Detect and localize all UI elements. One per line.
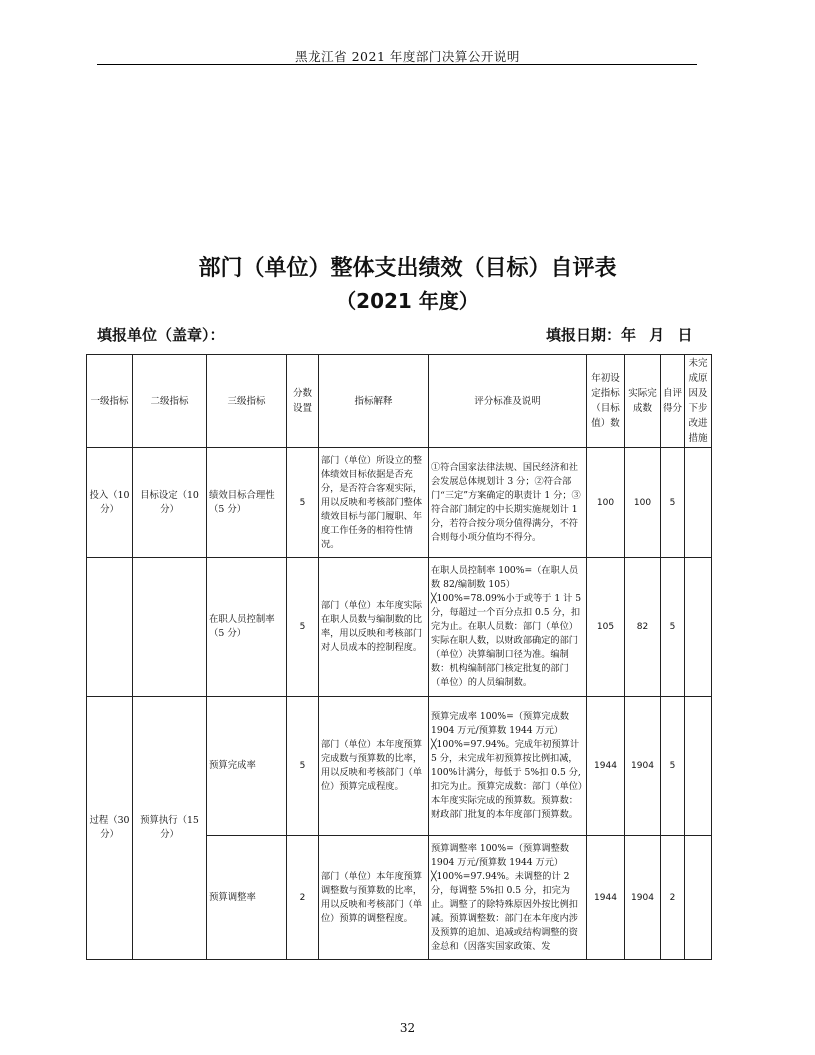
row-score: 5 — [287, 448, 319, 558]
fill-unit-label: 填报单位（盖章）： — [97, 326, 225, 344]
row-actual: 1904 — [625, 836, 661, 960]
row-target: 1944 — [587, 836, 625, 960]
table-row — [87, 697, 712, 836]
row-criteria: 在职人员控制率 100%=（在职人员数 82/编制数 105）╳100%=78.09%小于或等于 1 计 5 分，每超过一个百分点扣 0.5 分，扣完为止。在职人员数：部门（单位）实际在职人数，以财政部确定的部门（单位）决算编制口径为准。编制数：机构编制部门核定批复的部门（单位）的人员编制数。 — [429, 558, 587, 697]
row-score: 2 — [287, 836, 319, 960]
row-self-score: 5 — [661, 697, 685, 836]
group-input: 投入（10 分） — [87, 448, 133, 558]
row-explain: 部门（单位）本年度实际在职人员数与编制数的比率，用以反映和考核部门对人员成本的控制程度。 — [319, 558, 429, 697]
header-explain: 指标解释 — [319, 355, 429, 448]
document-title: 部门（单位）整体支出绩效（目标）自评表 — [198, 256, 617, 281]
row-actual: 100 — [625, 448, 661, 558]
table-row — [87, 448, 712, 558]
group-process: 过程（30 分） — [87, 697, 133, 960]
row-reason — [685, 697, 712, 836]
header-rule — [97, 64, 697, 65]
page-number: 32 — [399, 1021, 416, 1035]
row-criteria: 预算完成率 100%=（预算完成数 1904 万元/预算数 1944 万元）╳100%=97.94%。完成年初预算计 5 分，未完成年初预算按比例扣减，100%计满分，每低于 5%扣 0.5 分,扣完为止。预算完成数：部门（单位）本年度实际完成的预算数。预算数：财政部门批复的本年度部门预算数。 — [429, 697, 587, 836]
header-reason: 未完成原因及下步改进措施 — [685, 355, 712, 448]
row-explain: 部门（单位）本年度预算调整数与预算数的比率，用以反映和考核部门（单位）预算的调整程度。 — [319, 836, 429, 960]
row-level3: 绩效目标合理性（5 分） — [207, 448, 287, 558]
header-criteria: 评分标准及说明 — [429, 355, 587, 448]
table-header-row — [87, 355, 712, 448]
header-target: 年初设定指标（目标值）数 — [587, 355, 625, 448]
group-empty-cell — [133, 558, 207, 697]
header-level3: 三级指标 — [207, 355, 287, 448]
row-actual: 1904 — [625, 697, 661, 836]
row-explain: 部门（单位）本年度预算完成数与预算数的比率，用以反映和考核部门（单位）预算完成程度。 — [319, 697, 429, 836]
header-self-score: 自评得分 — [661, 355, 685, 448]
table-row — [87, 558, 712, 697]
row-criteria: 预算调整率 100%=（预算调整数 1904 万元/预算数 1944 万元）╳100%=97.94%。未调整的计 2 分，每调整 5%扣 0.5 分，扣完为止。调整了的除特殊原因外按比例扣减。预算调整数：部门在本年度内涉及预算的追加、追减或结构调整的资金总和（因落实国家政策、发 — [429, 836, 587, 960]
row-score: 5 — [287, 697, 319, 836]
row-level3: 预算调整率 — [207, 836, 287, 960]
group-process-sub: 预算执行（15 分） — [133, 697, 207, 960]
row-reason — [685, 836, 712, 960]
evaluation-table — [86, 354, 712, 960]
row-target: 1944 — [587, 697, 625, 836]
header-actual: 实际完成数 — [625, 355, 661, 448]
running-header: 黑龙江省 2021 年度部门决算公开说明 — [295, 49, 520, 64]
row-level3: 预算完成率 — [207, 697, 287, 836]
row-score: 5 — [287, 558, 319, 697]
row-self-score: 5 — [661, 448, 685, 558]
row-explain: 部门（单位）所设立的整体绩效目标依据是否充分，是否符合客观实际，用以反映和考核部门整体绩效目标与部门履职、年度工作任务的相符性情况。 — [319, 448, 429, 558]
row-reason — [685, 448, 712, 558]
group-empty-cell — [87, 558, 133, 697]
document-year: （2021 年度） — [336, 289, 479, 313]
row-self-score: 2 — [661, 836, 685, 960]
row-self-score: 5 — [661, 558, 685, 697]
header-level1: 一级指标 — [87, 355, 133, 448]
header-level2: 二级指标 — [133, 355, 207, 448]
header-score-set: 分数设置 — [287, 355, 319, 448]
row-target: 105 — [587, 558, 625, 697]
row-target: 100 — [587, 448, 625, 558]
row-level3: 在职人员控制率（5 分） — [207, 558, 287, 697]
row-actual: 82 — [625, 558, 661, 697]
fill-date-label: 填报日期：年 月 日 — [546, 326, 693, 344]
row-criteria: ①符合国家法律法规、国民经济和社会发展总体规划计 3 分；②符合部门“三定”方案确定的职责计 1 分；③符合部门制定的中长期实施规划计 1 分，若符合按分项分值得满分，不符合则每小项分值均不得分。 — [429, 448, 587, 558]
row-reason — [685, 558, 712, 697]
group-input-sub: 目标设定（10 分） — [133, 448, 207, 558]
